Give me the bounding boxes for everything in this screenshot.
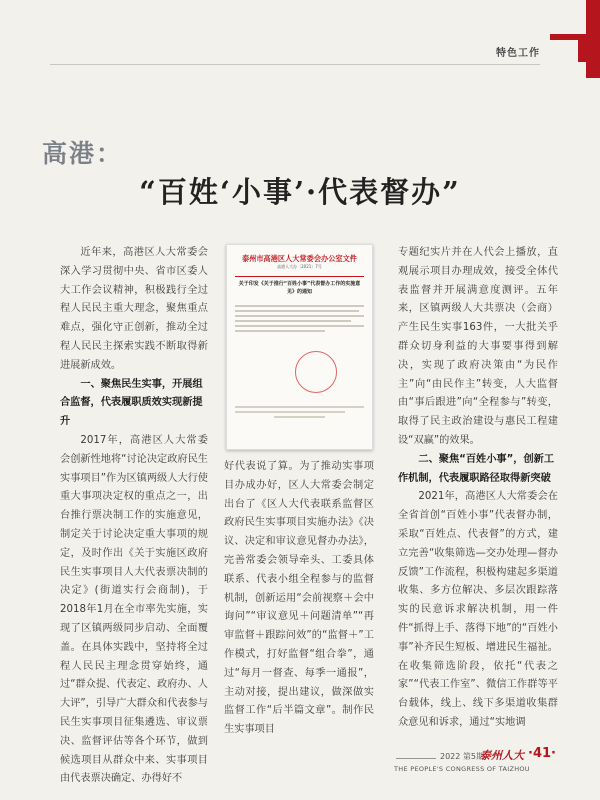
text-column-1 — [60, 244, 208, 789]
body-paragraph: 好代表说了算。为了推动实事项目办成办好，区人大常委会制定出台了《区人大代表联系监督区政府民生实事项目实施办法》《决议、决定和审议意见督办办法》，完善常委会领导牵头、工委具体联系、代表小组全程参与的监督机制，创新运用“会前视察＋会中询问”“审议意见＋问题清单”“再审监督＋跟踪问效”的“监督＋”工作模式，打好监督“组合拳”，通过“每月一督查、每季一通报”，主动对接，提出建议，做深做实监督工作“后半篇文章”。制作民生实事项目 — [224, 461, 374, 736]
corner-accent-tail — [578, 40, 586, 62]
document-red-line — [235, 276, 364, 277]
section-heading-2: 二、聚焦“百姓小事”，创新工作机制，代表履职路径取得新突破 — [398, 453, 555, 484]
issue-number: 2022 第5期 — [440, 752, 484, 761]
corner-accent-bar — [586, 0, 600, 78]
intro-paragraph: 近年来，高港区人大常委会深入学习贯彻中央、省市区委人大工作会议精神，积极践行全过程人民民主重大理念，聚焦重点难点，强化守正创新，推动全过程人民民主探索实践不断取得新进展新成效。 — [60, 247, 208, 371]
footer-rule — [396, 758, 436, 759]
document-header: 泰州市高港区人大常委会办公室文件 — [241, 254, 357, 263]
section-heading-1: 一、聚焦民生实事，开展组合监督，代表履职质效实现新提升 — [60, 378, 203, 428]
text-column-3 — [398, 244, 558, 733]
document-image — [226, 244, 373, 450]
official-seal — [295, 351, 337, 393]
body-paragraph: 专题纪实片并在人代会上播放，直观展示项目办理成效，接受全体代表监督并开展满意度测评。五年来，区镇两级人大共票决（会商）产生民生实事163件，一大批关乎群众切身利益的大事要事得到解决，实现了政府决策由“为民作主”向“由民作主”转变，人大监督由“事后跟进”向“全程参与”转变，取得了民主政治建设与惠民工程建设“双赢”的效果。 — [398, 247, 558, 446]
body-paragraph: 2017年，高港区人大常委会创新性地将“讨论决定政府民生实事项目”作为区镇两级人大行使重大事项决定权的重点之一，出台推行票决制工作的实施意见，制定关于讨论决定重大事项的规定，及时作出《关于实施区政府民生实事项目人大代表票决制的决定》(街道实行会商制)，于2018年1月在全市率先实施，实现了区镇两级同步启动、全面覆盖。在具体实践中，坚持将全过程人民民主理念贯穿始终，通过“群众提、代表定、政府办、人大评”，引导广大群众和代表参与民生实事项目征集遴选、审议票决、监督评估等各个环节，做到候选项目从群众中来、实事项目由代表票决确定、办得好不 — [60, 434, 208, 785]
document-text-lines — [235, 305, 364, 332]
section-label: 特色工作 — [496, 48, 540, 59]
document-title: 关于印发《关于推行“百姓小事”代表督办工作的实施意见》的通知 — [238, 281, 361, 295]
document-number: 高港人大办〔2021〕7号 — [277, 264, 322, 269]
article-title: “百姓‘小事’·代表督办” — [139, 175, 461, 209]
article-kicker: 高港： — [42, 139, 124, 168]
magazine-english-name: THE PEOPLE'S CONGRESS OF TAIZHOU — [394, 765, 530, 773]
text-column-2 — [224, 458, 374, 740]
body-paragraph: 2021年，高港区人大常委会在全省首创“百姓小事”代表督办制，采取“百姓点、代表督”的方式，建立完善“收集筛选—交办处理—督办反馈”工作流程，积极构建起多渠道收集、多方位解决、多层次跟踪落实的民意诉求解决机制，用一件件“抓得上手、落得下地”的“百姓小事”补齐民生短板、增进民生福祉。在收集筛选阶段，依托“代表之家”“代表工作室”、微信工作群等平台载体，线上、线下多渠道收集群众意见和诉求，通过“实地调 — [398, 491, 558, 728]
page-number: ·41· — [528, 746, 556, 761]
document-footer-lines — [235, 403, 364, 421]
magazine-logo: 泰州人大 — [480, 749, 524, 762]
header-rule — [50, 64, 540, 65]
